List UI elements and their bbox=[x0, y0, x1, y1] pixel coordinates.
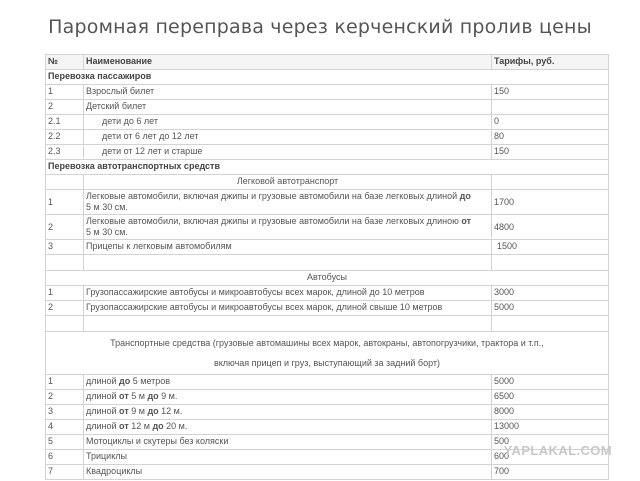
table-row bbox=[46, 115, 609, 130]
row-num: 2.2 bbox=[46, 130, 84, 145]
row-name-text: 5 м bbox=[128, 391, 148, 401]
row-num: 2 bbox=[46, 215, 84, 240]
tariff-table bbox=[45, 54, 609, 480]
subsection-row bbox=[46, 271, 609, 286]
row-num: 2 bbox=[46, 390, 84, 405]
row-price: 5000 bbox=[492, 375, 609, 390]
empty-cell bbox=[492, 255, 609, 271]
row-name-text: длиной bbox=[86, 376, 120, 386]
row-price: 5000 bbox=[492, 301, 609, 316]
table-row bbox=[46, 465, 609, 480]
row-name: Прицепы к легковым автомобилям bbox=[84, 240, 492, 255]
section-passengers: Перевозка пассажиров bbox=[46, 70, 609, 85]
row-price: 4800 bbox=[492, 215, 609, 240]
table-row bbox=[46, 390, 609, 405]
trucks-note bbox=[46, 332, 609, 375]
row-price: 150 bbox=[492, 85, 609, 100]
table-row bbox=[46, 100, 609, 115]
header-name: Наименование bbox=[84, 55, 492, 70]
section-row bbox=[46, 70, 609, 85]
row-name-bold: от bbox=[119, 391, 129, 401]
row-name: дети до 6 лет bbox=[84, 115, 492, 130]
table-row bbox=[46, 145, 609, 160]
row-name-bold: до bbox=[152, 421, 164, 431]
row-name: Трициклы bbox=[84, 450, 492, 465]
note-row bbox=[46, 332, 609, 375]
subsection-cars: Легковой автотранспорт bbox=[84, 175, 492, 190]
empty-cell bbox=[492, 316, 609, 332]
row-num: 3 bbox=[46, 405, 84, 420]
row-name-bold: до bbox=[459, 191, 471, 201]
row-name-bold: от bbox=[461, 216, 472, 226]
row-name-text: 12 м. bbox=[158, 406, 183, 416]
row-name-text: длиной bbox=[86, 406, 120, 416]
row-name bbox=[84, 390, 492, 405]
table-header-row bbox=[46, 55, 609, 70]
row-name: Грузопассажирские автобусы и микроавтобусы всех марок, длиной до 10 метров bbox=[84, 286, 492, 301]
row-name bbox=[84, 405, 492, 420]
row-name: дети от 12 лет и старше bbox=[84, 145, 492, 160]
row-name: Квадроциклы bbox=[84, 465, 492, 480]
row-num: 3 bbox=[46, 240, 84, 255]
row-name bbox=[84, 190, 492, 215]
row-num: 2 bbox=[46, 301, 84, 316]
row-price: 1500 bbox=[492, 240, 609, 255]
row-name bbox=[84, 420, 492, 435]
section-vehicles: Перевозка автотранспортных средств bbox=[46, 160, 609, 175]
row-name-text: 20 м. bbox=[163, 421, 188, 431]
row-price: 13000 bbox=[492, 420, 609, 435]
row-price: 6500 bbox=[492, 390, 609, 405]
note-line-1: Транспортные средства (грузовые автомашины всех марок, автокраны, автопогрузчики, трактора и т.п., bbox=[110, 338, 544, 348]
table-row bbox=[46, 405, 609, 420]
blank-row bbox=[46, 316, 609, 332]
header-num: № bbox=[46, 55, 84, 70]
row-num: 2.3 bbox=[46, 145, 84, 160]
empty-cell bbox=[84, 316, 492, 332]
row-name-text: Легковые автомобили, включая джипы и грузовые автомобили на базе легковых длиною bbox=[86, 216, 462, 226]
row-name: дети от 6 лет до 12 лет bbox=[84, 130, 492, 145]
row-name: Детский билет bbox=[84, 100, 492, 115]
row-name-bold: до bbox=[147, 406, 159, 416]
row-price: 80 bbox=[492, 130, 609, 145]
row-num: 2.1 bbox=[46, 115, 84, 130]
row-price bbox=[492, 100, 609, 115]
row-num: 4 bbox=[46, 420, 84, 435]
row-name-text: 9 м. bbox=[158, 391, 178, 401]
empty-cell bbox=[46, 255, 84, 271]
row-price: 3000 bbox=[492, 286, 609, 301]
row-name-text: Легковые автомобили, включая джипы и грузовые автомобили на базе легковых длиной bbox=[86, 191, 460, 201]
row-num: 1 bbox=[46, 190, 84, 215]
empty-cell bbox=[492, 175, 609, 190]
watermark-logo: YAPLAKAL.COM bbox=[503, 443, 612, 458]
row-name bbox=[84, 375, 492, 390]
row-price: 8000 bbox=[492, 405, 609, 420]
table-row bbox=[46, 130, 609, 145]
row-name-text: длиной bbox=[86, 391, 120, 401]
row-name-text: 12 м bbox=[128, 421, 153, 431]
table-row bbox=[46, 190, 609, 215]
row-price: 500 bbox=[492, 435, 609, 450]
section-row bbox=[46, 160, 609, 175]
subsection-buses: Автобусы bbox=[46, 271, 609, 286]
row-num: 1 bbox=[46, 85, 84, 100]
row-num: 6 bbox=[46, 450, 84, 465]
row-name bbox=[84, 215, 492, 240]
row-name-bold: до bbox=[147, 391, 159, 401]
row-name-text: длиной bbox=[86, 421, 120, 431]
header-price: Тарифы, руб. bbox=[492, 55, 609, 70]
row-name-text: 5 м 30 см. bbox=[86, 227, 128, 237]
page-title: Паромная переправа через керченский пролив цены bbox=[48, 16, 592, 38]
row-name-text: 5 метров bbox=[130, 376, 171, 386]
table-row bbox=[46, 215, 609, 240]
empty-cell bbox=[46, 316, 84, 332]
table-row bbox=[46, 301, 609, 316]
table-row bbox=[46, 375, 609, 390]
table-row bbox=[46, 85, 609, 100]
table-row bbox=[46, 420, 609, 435]
row-name-bold: от bbox=[119, 406, 129, 416]
row-price: 600 bbox=[492, 450, 609, 465]
row-name: Взрослый билет bbox=[84, 85, 492, 100]
row-price: 700 bbox=[492, 465, 609, 480]
empty-cell bbox=[84, 255, 492, 271]
row-num: 1 bbox=[46, 286, 84, 301]
row-num: 1 bbox=[46, 375, 84, 390]
subsection-row bbox=[46, 175, 609, 190]
note-line-2: включая прицеп и груз, выступающий за задний борт) bbox=[213, 358, 441, 368]
row-num: 2 bbox=[46, 100, 84, 115]
row-name-text: 9 м bbox=[128, 406, 148, 416]
table-row bbox=[46, 286, 609, 301]
row-name: Грузопассажирские автобусы и микроавтобусы всех марок, длиной свыше 10 метров bbox=[84, 301, 492, 316]
empty-cell bbox=[46, 175, 84, 190]
row-name-bold: до bbox=[119, 376, 131, 386]
blank-row bbox=[46, 255, 609, 271]
row-price: 1700 bbox=[492, 190, 609, 215]
row-price: 150 bbox=[492, 145, 609, 160]
row-name-bold: от bbox=[119, 421, 129, 431]
table-row bbox=[46, 240, 609, 255]
row-price: 0 bbox=[492, 115, 609, 130]
row-num: 5 bbox=[46, 435, 84, 450]
row-name-text: 5 м 30 см. bbox=[86, 202, 128, 212]
row-name: Мотоциклы и скутеры без коляски bbox=[84, 435, 492, 450]
row-num: 7 bbox=[46, 465, 84, 480]
